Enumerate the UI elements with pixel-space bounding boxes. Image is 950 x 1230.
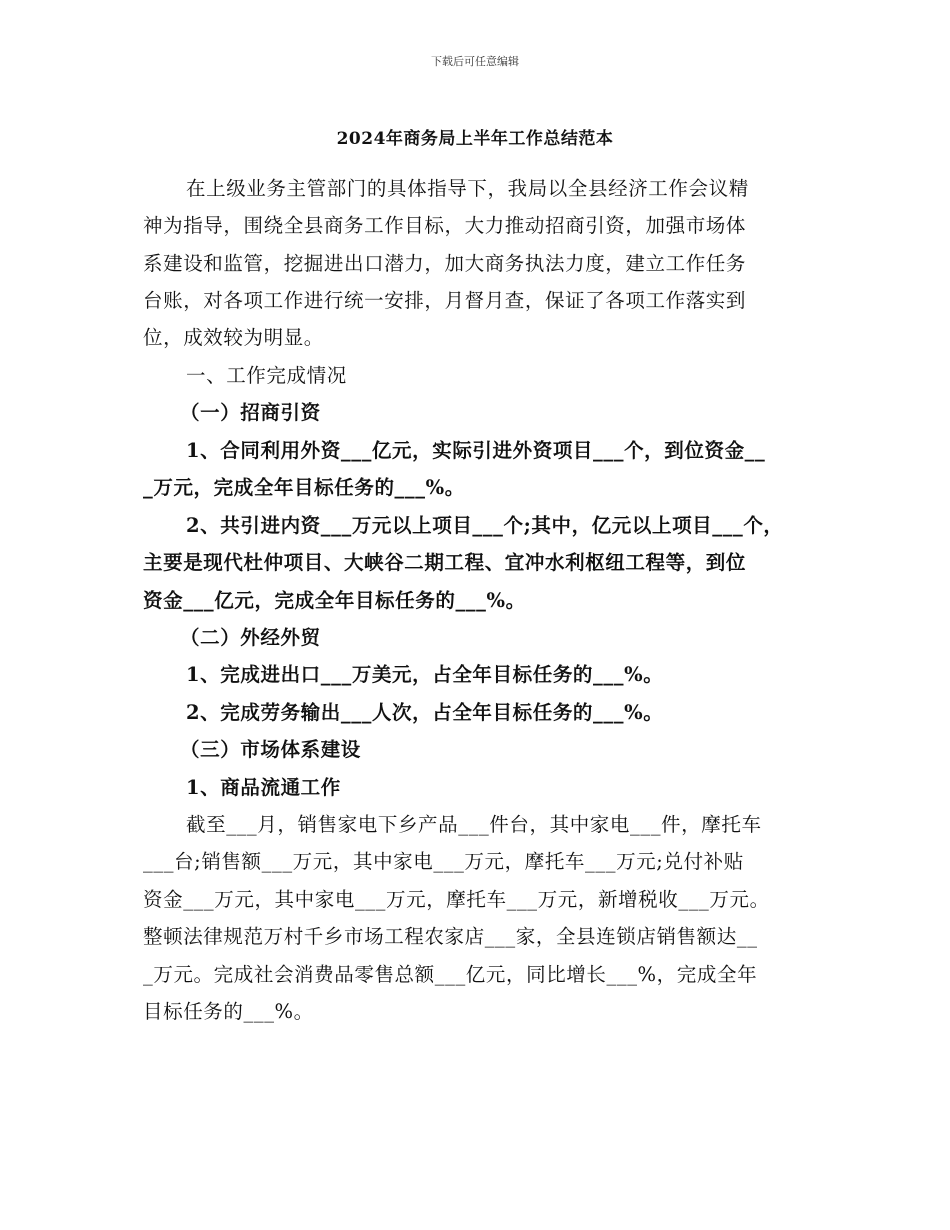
paragraph-line: 资金___万元，其中家电___万元，摩托车___万元，新增税收___万元。 xyxy=(143,888,770,911)
paragraph-line: 2、共引进内资___万元以上项目___个;其中，亿元以上项目___个， xyxy=(186,514,784,537)
paragraph-line: 台账，对各项工作进行统一安排，月督月查，保证了各项工作落实到 xyxy=(143,289,747,312)
document-title: 2024年商务局上半年工作总结范本 xyxy=(336,129,614,149)
page-header: 下载后可任意编辑 xyxy=(431,55,519,68)
paragraph-line: 在上级业务主管部门的具体指导下，我局以全县经济工作会议精 xyxy=(186,177,749,200)
paragraph-line: 系建设和监管，挖掘进出口潜力，加大商务执法力度，建立工作任务 xyxy=(143,252,747,275)
paragraph-line: 位，成效较为明显。 xyxy=(143,326,324,349)
paragraph-line: 主要是现代杜仲项目、大峡谷二期工程、宜冲水利枢纽工程等，到位 xyxy=(143,551,747,574)
paragraph-line: 目标任务的___%。 xyxy=(143,1000,314,1023)
subsection-heading: 1、商品流通工作 xyxy=(186,776,341,799)
paragraph-line: _万元，完成全年目标任务的___%。 xyxy=(143,476,465,499)
paragraph-line: 资金___亿元，完成全年目标任务的___%。 xyxy=(143,589,526,612)
paragraph-line: 2、完成劳务输出___人次，占全年目标任务的___%。 xyxy=(186,701,664,724)
paragraph-line: 整顿法律规范万村千乡市场工程农家店___家，全县连锁店销售额达__ xyxy=(143,925,758,948)
paragraph-line: 1、完成进出口___万美元，占全年目标任务的___%。 xyxy=(186,663,664,686)
paragraph-line: _万元。完成社会消费品零售总额___亿元，同比增长___%，完成全年 xyxy=(143,963,758,986)
subsection-heading: （二）外经外贸 xyxy=(180,626,321,649)
paragraph-line: 神为指导，围绕全县商务工作目标，大力推动招商引资，加强市场体 xyxy=(143,214,747,237)
paragraph-line: 1、合同利用外资___亿元，实际引进外资项目___个，到位资金__ xyxy=(186,439,766,462)
subsection-heading: （三）市场体系建设 xyxy=(180,738,361,761)
paragraph-line: ___台;销售额___万元，其中家电___万元，摩托车___万元;兑付补贴 xyxy=(143,850,744,873)
subsection-heading: （一）招商引资 xyxy=(180,401,321,424)
section-heading: 一、工作完成情况 xyxy=(186,364,347,387)
paragraph-line: 截至___月，销售家电下乡产品___件台，其中家电___件，摩托车 xyxy=(186,813,762,836)
